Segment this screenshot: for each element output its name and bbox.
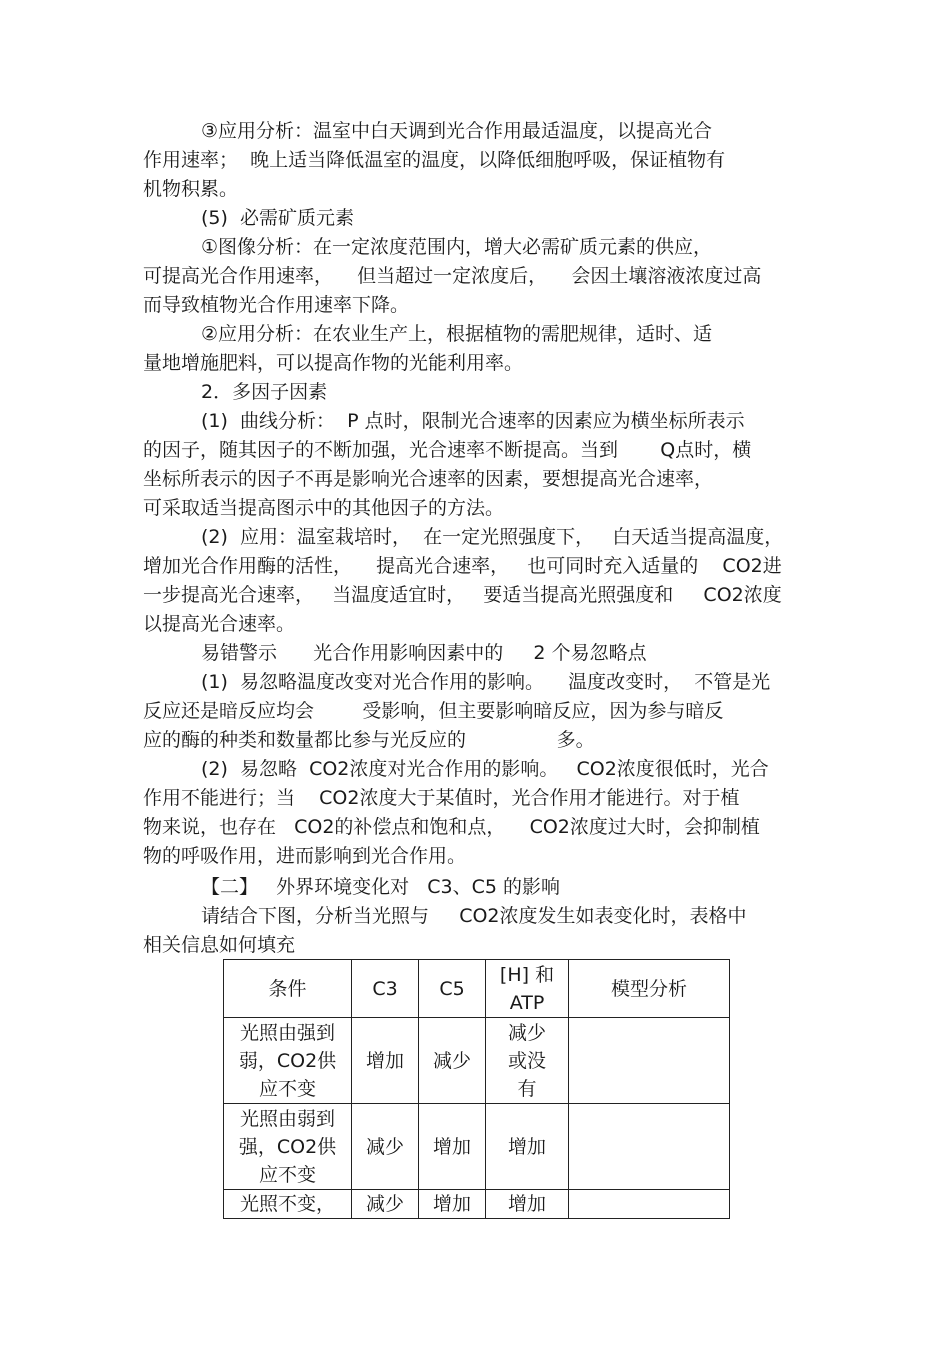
paragraph-line: 请结合下图，分析当光照与 CO2浓度发生如表变化时，表格中 — [201, 905, 747, 927]
c5-cell: 减少 — [419, 1018, 486, 1104]
paragraph-line: 反应还是暗反应均会 受影响，但主要影响暗反应，因为参与暗反 — [143, 700, 724, 722]
paragraph-line: (2) 应用：温室栽培时， 在一定光照强度下， 白天适当提高温度， — [201, 526, 784, 548]
header-h-atp — [486, 960, 569, 1018]
header-h-atp-line-1: [H] 和 — [499, 963, 555, 986]
h-atp-cell — [486, 1018, 569, 1104]
h-atp-cell — [486, 1104, 569, 1190]
h-atp-cell — [486, 1190, 569, 1219]
paragraph-line: 以提高光合速率。 — [143, 613, 296, 635]
condition-cell — [224, 1104, 352, 1190]
paragraph-line: ②应用分析：在农业生产上，根据植物的需肥规律，适时、适 — [201, 323, 713, 345]
cell-line: 应不变 — [258, 1077, 316, 1100]
warning-heading: 易错警示 光合作用影响因素中的 2 个易忽略点 — [201, 642, 647, 664]
table-row — [224, 1190, 730, 1219]
paragraph-line: 坐标所表示的因子不再是影响光合速率的因素，要想提高光合速率， — [143, 468, 714, 490]
c3-cell: 减少 — [352, 1104, 419, 1190]
paragraph-line: 作用不能进行；当 CO2浓度大于某值时，光合作用才能进行。对于植 — [143, 787, 740, 809]
cell-line: 增加 — [507, 1135, 546, 1158]
c3-cell: 增加 — [352, 1018, 419, 1104]
header-h-atp-line-2: ATP — [509, 991, 545, 1014]
cell-line: 强，CO2供 — [238, 1135, 337, 1158]
paragraph-line: 应的酶的种类和数量都比参与光反应的 多。 — [143, 729, 595, 751]
cell-line: 或没 — [507, 1049, 546, 1072]
cell-line: 减少 — [507, 1021, 546, 1044]
paragraph-line: (1) 曲线分析： P 点时，限制光合速率的因素应为横坐标所表示 — [201, 410, 745, 432]
header-model-analysis: 模型分析 — [569, 960, 730, 1018]
paragraph-line: ①图像分析：在一定浓度范围内，增大必需矿质元素的供应， — [201, 236, 713, 258]
condition-cell — [224, 1018, 352, 1104]
c5-cell: 增加 — [419, 1104, 486, 1190]
conditions-table — [223, 959, 730, 1219]
paragraph-line: (2) 易忽略 CO2浓度对光合作用的影响。 CO2浓度很低时，光合 — [201, 758, 769, 780]
cell-line: 增加 — [507, 1193, 546, 1215]
model-cell — [569, 1018, 730, 1104]
section-heading: 2．多因子因素 — [201, 381, 328, 403]
paragraph-line: 作用速率； 晚上适当降低温室的温度，以降低细胞呼吸，保证植物有 — [143, 149, 726, 171]
paragraph-line: 相关信息如何填充 — [143, 934, 296, 956]
section-heading: 【二】 外界环境变化对 C3、C5 的影响 — [201, 876, 560, 898]
cell-line: 弱，CO2供 — [238, 1049, 337, 1072]
header-condition: 条件 — [224, 960, 352, 1018]
header-c3: C3 — [352, 960, 419, 1018]
paragraph-line: 可提高光合作用速率， 但当超过一定浓度后， 会因土壤溶液浓度过高 — [143, 265, 762, 287]
paragraph-line: (1) 易忽略温度改变对光合作用的影响。 温度改变时， 不管是光 — [201, 671, 771, 693]
paragraph-line: 增加光合作用酶的活性， 提高光合速率， 也可同时充入适量的 CO2进 — [143, 555, 782, 577]
cell-line: 有 — [517, 1077, 537, 1100]
paragraph-line: 物来说，也存在 CO2的补偿点和饱和点， CO2浓度过大时，会抑制植 — [143, 816, 760, 838]
paragraph-line: ③应用分析：温室中白天调到光合作用最适温度，以提高光合 — [201, 120, 713, 142]
c5-cell: 增加 — [419, 1190, 486, 1219]
paragraph-line: 一步提高光合速率， 当温度适宜时， 要适当提高光照强度和 CO2浓度 — [143, 584, 782, 606]
model-cell — [569, 1190, 730, 1219]
cell-line: 应不变 — [258, 1163, 316, 1186]
paragraph-line: 机物积累。 — [143, 178, 239, 200]
cell-line: 光照由弱到 — [239, 1107, 335, 1130]
paragraph-line: 量地增施肥料，可以提高作物的光能利用率。 — [143, 352, 524, 374]
c3-cell: 减少 — [352, 1190, 419, 1219]
model-cell — [569, 1104, 730, 1190]
condition-cell — [224, 1190, 352, 1219]
table-row — [224, 1104, 730, 1190]
table-row — [224, 1018, 730, 1104]
paragraph-line: 可采取适当提高图示中的其他因子的方法。 — [143, 497, 505, 519]
cell-line: 光照不变， — [239, 1193, 335, 1215]
table-header-row — [224, 960, 730, 1018]
paragraph-line: 物的呼吸作用，进而影响到光合作用。 — [143, 845, 467, 867]
paragraph-line: 的因子，随其因子的不断加强，光合速率不断提高。当到 Q点时，横 — [143, 439, 752, 461]
cell-line: 光照由强到 — [239, 1021, 335, 1044]
section-heading: (5) 必需矿质元素 — [201, 207, 354, 229]
header-c5: C5 — [419, 960, 486, 1018]
paragraph-line: 而导致植物光合作用速率下降。 — [143, 294, 410, 316]
